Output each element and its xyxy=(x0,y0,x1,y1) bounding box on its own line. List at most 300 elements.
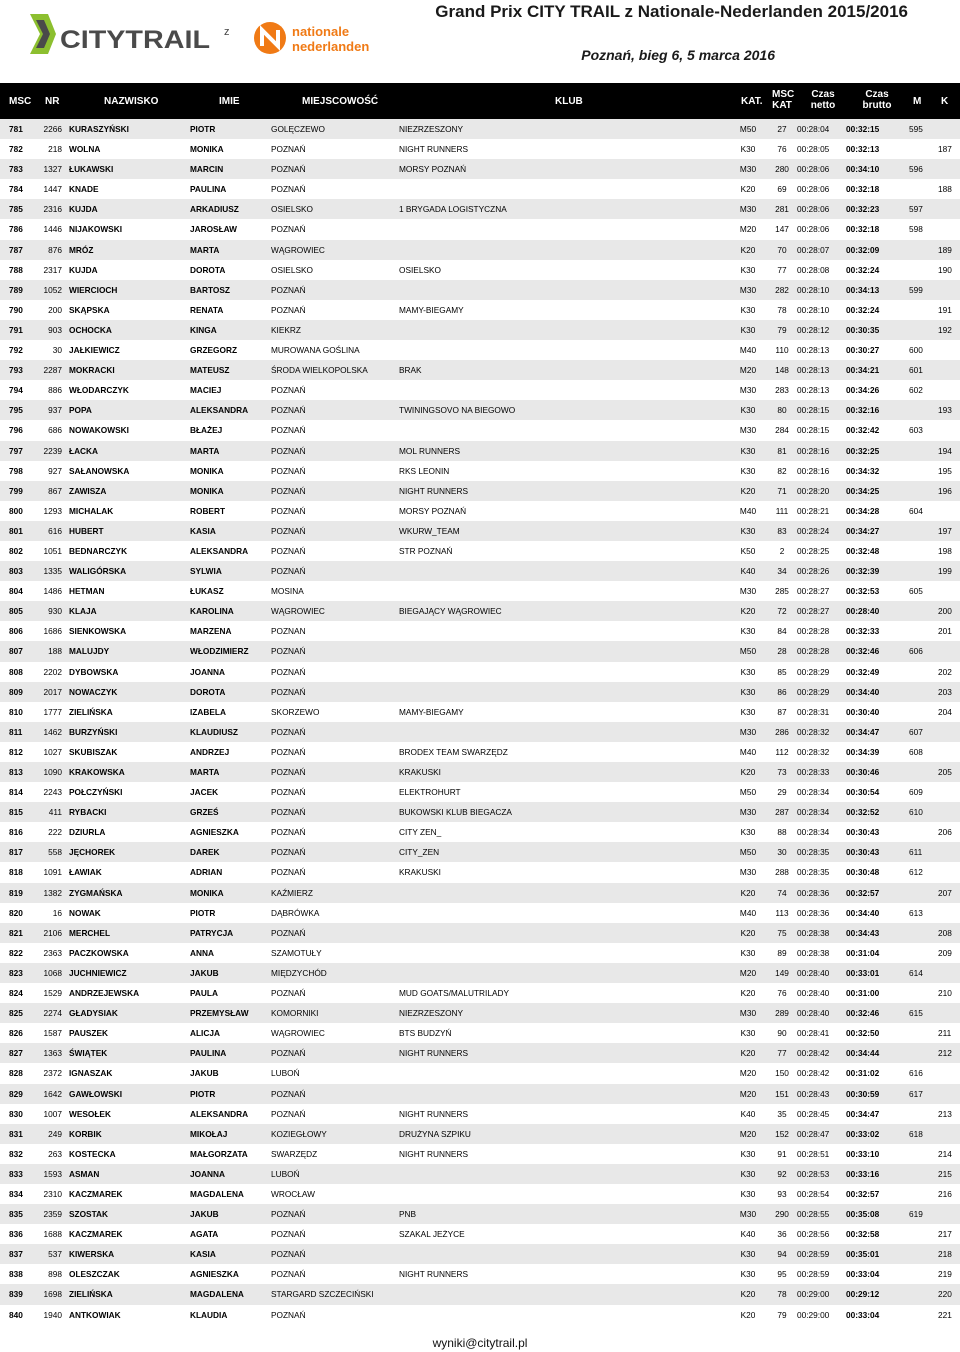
cell-place-women: 201 xyxy=(938,626,952,637)
cell-surname: WALIGÓRSKA xyxy=(69,566,127,577)
cell-club: 1 BRYGADA LOGISTYCZNA xyxy=(399,204,507,215)
cell-place-women: 200 xyxy=(938,606,952,617)
table-row xyxy=(0,1284,960,1304)
cell-category-place: 110 xyxy=(775,345,789,356)
cell-bib-number: 930 xyxy=(48,606,62,617)
cell-time-gross: 00:34:44 xyxy=(846,1048,880,1059)
footer-email[interactable]: wyniki@citytrail.pl xyxy=(432,1336,528,1350)
cell-category: M40 xyxy=(739,345,757,356)
cell-surname: POŁCZYŃSKI xyxy=(69,787,123,798)
cell-time-gross: 00:34:25 xyxy=(846,485,880,496)
cell-place-men: 607 xyxy=(909,726,923,737)
cell-place-men: 613 xyxy=(909,907,923,918)
cell-category: K20 xyxy=(740,767,756,777)
cell-category: K30 xyxy=(740,445,756,456)
cell-time-gross: 00:30:54 xyxy=(846,787,880,798)
cell-city: POZNAŃ xyxy=(271,545,306,556)
cell-bib-number: 876 xyxy=(48,244,62,255)
cell-time-net: 00:28:27 xyxy=(797,586,830,597)
cell-city: POZNAŃ xyxy=(271,666,306,677)
cell-place-women: 197 xyxy=(938,525,952,536)
cell-place: 810 xyxy=(9,706,23,717)
cell-time-net: 00:28:05 xyxy=(797,144,830,155)
cell-category: M30 xyxy=(739,425,757,436)
cell-city: POZNAŃ xyxy=(271,746,306,757)
cell-time-gross: 00:32:42 xyxy=(846,425,880,436)
cell-surname: DZIURLA xyxy=(69,827,106,838)
cell-category: M20 xyxy=(739,1068,757,1079)
results-table-body xyxy=(0,119,960,1325)
cell-surname: ZYGMAŃSKA xyxy=(69,887,123,898)
cell-category-place: 148 xyxy=(775,365,789,376)
cell-city: WROCŁAW xyxy=(271,1188,315,1199)
cell-city: POZNAŃ xyxy=(271,1048,306,1059)
cell-club: MAMY-BIEGAMY xyxy=(399,706,464,717)
cell-category-place: 2 xyxy=(779,545,785,556)
cell-place: 812 xyxy=(9,746,23,757)
cell-city: POZNAŃ xyxy=(271,144,306,155)
table-row xyxy=(0,1264,960,1284)
cell-bib-number: 1007 xyxy=(43,1108,62,1119)
cell-bib-number: 1462 xyxy=(43,726,62,737)
cell-surname: KUJDA xyxy=(69,264,98,275)
cell-surname: JUCHNIEWICZ xyxy=(69,967,127,978)
cell-place-men: 597 xyxy=(909,204,923,215)
cell-surname: GAWŁOWSKI xyxy=(69,1088,123,1099)
cell-place: 835 xyxy=(9,1209,23,1220)
cell-club: MOL RUNNERS xyxy=(399,445,461,456)
cell-place-men: 608 xyxy=(909,746,923,757)
cell-bib-number: 1027 xyxy=(43,746,62,757)
cell-surname: PACZKOWSKA xyxy=(69,947,129,958)
cell-time-net: 00:28:13 xyxy=(797,385,830,396)
logo-conjunction: z xyxy=(224,26,230,38)
cell-time-net: 00:28:28 xyxy=(797,626,830,637)
cell-club: MORSY POZNAŃ xyxy=(399,505,467,516)
cell-category: K20 xyxy=(740,1048,756,1059)
table-row xyxy=(0,1063,960,1083)
col-kat: KAT. xyxy=(741,96,763,107)
table-row xyxy=(0,219,960,239)
cell-time-net: 00:28:42 xyxy=(797,1048,830,1059)
cell-city: POZNAŃ xyxy=(271,224,306,235)
cell-bib-number: 411 xyxy=(48,807,62,818)
cell-city: POZNAŃ xyxy=(271,284,306,295)
cell-time-gross: 00:32:15 xyxy=(846,124,880,134)
cell-place: 819 xyxy=(9,887,23,898)
cell-bib-number: 1940 xyxy=(43,1309,62,1320)
cell-place-women: 191 xyxy=(938,304,952,315)
cell-bib-number: 2243 xyxy=(43,787,62,798)
cell-city: POZNAŃ xyxy=(271,385,306,396)
cell-time-gross: 00:31:00 xyxy=(846,988,880,999)
cell-surname: SZOSTAK xyxy=(69,1209,109,1220)
cell-bib-number: 200 xyxy=(48,304,62,315)
cell-place: 800 xyxy=(9,505,23,516)
cell-time-net: 00:28:28 xyxy=(797,646,830,657)
cell-time-net: 00:28:06 xyxy=(797,224,830,235)
cell-city: LUBOŃ xyxy=(271,1068,300,1079)
cell-time-gross: 00:34:28 xyxy=(846,505,880,516)
cell-time-net: 00:28:35 xyxy=(797,867,830,878)
cell-category: K30 xyxy=(740,1168,756,1179)
cell-place-women: 194 xyxy=(938,445,952,456)
cell-place-women: 202 xyxy=(938,666,952,677)
cell-category: K30 xyxy=(740,525,756,536)
table-row xyxy=(0,501,960,521)
page-subtitle: Poznań, bieg 6, 5 marca 2016 xyxy=(581,47,775,63)
cell-time-net: 00:28:40 xyxy=(797,988,830,999)
cell-surname: MICHALAK xyxy=(69,505,114,516)
cell-category-place: 85 xyxy=(777,666,787,677)
cell-first-name: JOANNA xyxy=(190,1168,226,1179)
cell-place-women: 218 xyxy=(938,1249,952,1260)
cell-place: 802 xyxy=(9,545,23,556)
cell-time-gross: 00:32:39 xyxy=(846,566,880,577)
cell-surname: WIERCIOCH xyxy=(69,284,118,295)
cell-place-women: 199 xyxy=(938,566,952,577)
col-klub: KLUB xyxy=(555,96,583,107)
cell-first-name: MACIEJ xyxy=(190,385,222,396)
cell-surname: WŁODARCZYK xyxy=(69,385,129,396)
cell-place: 791 xyxy=(9,324,23,335)
cell-time-gross: 00:32:16 xyxy=(846,405,880,416)
cell-time-net: 00:28:27 xyxy=(797,606,830,617)
cell-place: 808 xyxy=(9,666,23,677)
cell-first-name: MIKOŁAJ xyxy=(190,1128,228,1139)
cell-place: 830 xyxy=(9,1108,23,1119)
cell-city: POZNAŃ xyxy=(271,525,306,536)
cell-category: K20 xyxy=(740,1289,756,1300)
cell-time-gross: 00:34:40 xyxy=(846,686,880,697)
table-row xyxy=(0,380,960,400)
cell-category: K30 xyxy=(740,666,756,677)
cell-category: K30 xyxy=(740,144,756,155)
cell-place-women: 221 xyxy=(938,1309,952,1320)
cell-place: 785 xyxy=(9,204,23,215)
cell-time-net: 00:28:40 xyxy=(797,1008,830,1019)
cell-place: 806 xyxy=(9,626,23,637)
cell-surname: ASMAN xyxy=(69,1168,100,1179)
cell-category-place: 71 xyxy=(777,485,787,496)
col-brutto-line1: Czas xyxy=(865,89,889,100)
cell-time-gross: 00:32:48 xyxy=(846,545,880,556)
cell-time-gross: 00:32:50 xyxy=(846,1028,880,1039)
col-msc-kat xyxy=(772,89,795,111)
cell-category: K20 xyxy=(740,184,756,195)
cell-time-net: 00:28:16 xyxy=(797,445,830,456)
cell-bib-number: 1698 xyxy=(43,1289,62,1300)
table-row xyxy=(0,702,960,722)
cell-city: POZNAŃ xyxy=(271,686,306,697)
cell-first-name: JAROSŁAW xyxy=(190,224,238,235)
table-row xyxy=(0,1184,960,1204)
table-row xyxy=(0,1144,960,1164)
cell-club: BTS BUDZYŃ xyxy=(399,1028,452,1039)
cell-category-place: 152 xyxy=(775,1128,789,1139)
cell-time-net: 00:28:41 xyxy=(797,1028,830,1039)
cell-time-net: 00:29:00 xyxy=(797,1309,830,1320)
cell-category-place: 73 xyxy=(777,767,787,777)
cell-city: KAŹMIERZ xyxy=(271,887,313,898)
cell-time-gross: 00:32:23 xyxy=(846,204,880,215)
cell-place: 782 xyxy=(9,144,23,155)
cell-place: 828 xyxy=(9,1068,23,1079)
cell-bib-number: 2274 xyxy=(43,1008,62,1019)
cell-category-place: 282 xyxy=(775,284,789,295)
cell-first-name: GRZEŚ xyxy=(190,807,219,818)
table-row xyxy=(0,280,960,300)
cell-time-net: 00:28:25 xyxy=(797,545,830,556)
cell-category-place: 111 xyxy=(775,505,789,516)
cell-club: NIEZRZESZONY xyxy=(399,1008,464,1019)
cell-category-place: 92 xyxy=(777,1168,787,1179)
cell-time-gross: 00:30:35 xyxy=(846,324,880,335)
cell-time-gross: 00:32:52 xyxy=(846,807,880,818)
cell-surname: OCHOCKA xyxy=(69,324,112,335)
cell-bib-number: 1068 xyxy=(43,967,62,978)
cell-club: NIGHT RUNNERS xyxy=(399,1148,468,1159)
cell-time-gross: 00:35:08 xyxy=(846,1209,880,1220)
cell-surname: DYBOWSKA xyxy=(69,666,119,677)
cell-category: K20 xyxy=(740,887,756,898)
cell-city: POZNAŃ xyxy=(271,867,306,878)
cell-bib-number: 218 xyxy=(48,144,62,155)
cell-category-place: 27 xyxy=(777,124,787,134)
cell-city: POZNAŃ xyxy=(271,485,306,496)
cell-place-men: 595 xyxy=(909,124,923,134)
cell-surname: MOKRACKI xyxy=(69,365,115,376)
cell-time-net: 00:28:10 xyxy=(797,304,830,315)
cell-place: 784 xyxy=(9,184,23,195)
table-header xyxy=(0,83,960,119)
cell-place: 826 xyxy=(9,1028,23,1039)
cell-category: M20 xyxy=(739,1088,757,1099)
cell-place: 815 xyxy=(9,807,23,818)
cell-place-women: 210 xyxy=(938,988,952,999)
cell-time-gross: 00:34:40 xyxy=(846,907,880,918)
cell-time-net: 00:28:29 xyxy=(797,686,830,697)
cell-place: 793 xyxy=(9,365,23,376)
cell-time-gross: 00:33:01 xyxy=(846,967,880,978)
cell-category: K30 xyxy=(740,1148,756,1159)
cell-surname: JĘCHOREK xyxy=(69,847,116,858)
cell-time-net: 00:28:08 xyxy=(797,264,830,275)
cell-category-place: 30 xyxy=(777,847,787,858)
cell-city: POZNAŃ xyxy=(271,847,306,858)
col-brutto xyxy=(860,89,894,111)
cell-surname: HETMAN xyxy=(69,586,105,597)
cell-place: 823 xyxy=(9,967,23,978)
cell-bib-number: 1447 xyxy=(43,184,62,195)
table-row xyxy=(0,1124,960,1144)
cell-place: 804 xyxy=(9,586,23,597)
cell-place: 827 xyxy=(9,1048,23,1059)
cell-category: M20 xyxy=(739,967,757,978)
cell-place: 813 xyxy=(9,767,23,777)
cell-place-women: 208 xyxy=(938,927,952,938)
cell-category: K20 xyxy=(740,1309,756,1320)
cell-category-place: 287 xyxy=(775,807,789,818)
cell-first-name: GRZEGORZ xyxy=(190,345,238,356)
table-row xyxy=(0,682,960,702)
cell-surname: ZIELIŃSKA xyxy=(69,1289,113,1300)
cell-city: DĄBRÓWKA xyxy=(271,907,320,918)
col-netto-line1: Czas xyxy=(811,89,835,100)
cell-time-gross: 00:34:13 xyxy=(846,284,880,295)
cell-category-place: 285 xyxy=(775,586,789,597)
cell-place: 840 xyxy=(9,1309,23,1320)
cell-place-men: 598 xyxy=(909,224,923,235)
cell-category-place: 89 xyxy=(777,947,787,958)
cell-bib-number: 1688 xyxy=(43,1229,62,1240)
cell-category-place: 74 xyxy=(777,887,787,898)
cell-time-gross: 00:34:32 xyxy=(846,465,880,476)
cell-city: SWARZĘDZ xyxy=(271,1148,318,1159)
cell-category-place: 288 xyxy=(775,867,789,878)
cell-category: K20 xyxy=(740,927,756,938)
cell-first-name: MARZENA xyxy=(190,626,232,637)
cell-city: POZNAŃ xyxy=(271,1269,306,1280)
cell-surname: MRÓZ xyxy=(69,244,94,255)
cell-time-gross: 00:32:53 xyxy=(846,586,880,597)
cell-bib-number: 2359 xyxy=(43,1209,62,1220)
cell-place-men: 615 xyxy=(909,1008,923,1019)
cell-place-men: 612 xyxy=(909,867,923,878)
cell-place: 809 xyxy=(9,686,23,697)
cell-city: MOSINA xyxy=(271,586,304,597)
cell-surname: ZAWISZA xyxy=(69,485,107,496)
table-row xyxy=(0,1224,960,1244)
cell-place-women: 219 xyxy=(938,1269,952,1280)
cell-bib-number: 2372 xyxy=(43,1068,62,1079)
cell-bib-number: 898 xyxy=(48,1269,62,1280)
cell-bib-number: 16 xyxy=(52,907,62,918)
table-row xyxy=(0,762,960,782)
cell-club: NIGHT RUNNERS xyxy=(399,1269,468,1280)
cell-category: K30 xyxy=(740,1249,756,1260)
cell-category-place: 289 xyxy=(775,1008,789,1019)
cell-surname: JAŁKIEWICZ xyxy=(69,345,120,356)
cell-category: M30 xyxy=(739,1008,757,1019)
cell-category: M30 xyxy=(739,284,757,295)
cell-category: M20 xyxy=(739,1128,757,1139)
cell-city: POZNAŃ xyxy=(271,988,306,999)
cell-category: M40 xyxy=(739,746,757,757)
cell-category-place: 112 xyxy=(775,746,789,757)
cell-place: 816 xyxy=(9,827,23,838)
cell-club: DRUŻYNA SZPIKU xyxy=(399,1128,471,1139)
table-row xyxy=(0,601,960,621)
cell-city: POZNAŃ xyxy=(271,445,306,456)
cell-place: 831 xyxy=(9,1128,23,1139)
cell-place: 829 xyxy=(9,1088,23,1099)
cell-city: POZNAŃ xyxy=(271,465,306,476)
cell-category-place: 113 xyxy=(775,907,789,918)
cell-place: 817 xyxy=(9,847,23,858)
table-row xyxy=(0,621,960,641)
col-brutto-line2: brutto xyxy=(862,100,892,111)
cell-bib-number: 263 xyxy=(48,1148,62,1159)
cell-surname: KORBIK xyxy=(69,1128,102,1139)
cell-place-women: 213 xyxy=(938,1108,952,1119)
cell-surname: NOWAKOWSKI xyxy=(69,425,129,436)
cell-category-place: 91 xyxy=(777,1148,787,1159)
cell-time-net: 00:28:15 xyxy=(797,425,830,436)
cell-surname: MALUJDY xyxy=(69,646,110,657)
cell-place: 811 xyxy=(9,726,23,737)
table-row xyxy=(0,260,960,280)
cell-time-gross: 00:32:57 xyxy=(846,887,880,898)
cell-first-name: IZABELA xyxy=(190,706,226,717)
cell-time-gross: 00:33:04 xyxy=(846,1269,880,1280)
cell-first-name: MARTA xyxy=(190,244,220,255)
cell-category: K40 xyxy=(740,1229,756,1240)
cell-bib-number: 1090 xyxy=(43,767,62,777)
cell-surname: ŁAWIAK xyxy=(69,867,102,878)
cell-surname: ŁACKA xyxy=(69,445,99,456)
cell-city: POZNAŃ xyxy=(271,646,306,657)
cell-bib-number: 2317 xyxy=(43,264,62,275)
cell-city: POZNAŃ xyxy=(271,1229,306,1240)
cell-first-name: JAKUB xyxy=(190,1209,219,1220)
cell-category-place: 70 xyxy=(777,244,787,255)
cell-place: 781 xyxy=(9,124,23,134)
cell-time-net: 00:28:34 xyxy=(797,827,830,838)
cell-place: 838 xyxy=(9,1269,23,1280)
cell-first-name: MARTA xyxy=(190,767,220,777)
cell-surname: SKĄPSKA xyxy=(69,304,110,315)
cell-time-net: 00:28:38 xyxy=(797,947,830,958)
cell-time-net: 00:28:56 xyxy=(797,1229,830,1240)
cell-category-place: 151 xyxy=(775,1088,789,1099)
cell-bib-number: 558 xyxy=(48,847,62,858)
cell-first-name: JOANNA xyxy=(190,666,226,677)
cell-surname: MERCHEL xyxy=(69,927,111,938)
cell-time-gross: 00:30:43 xyxy=(846,827,880,838)
cell-category-place: 280 xyxy=(775,164,789,175)
cell-bib-number: 867 xyxy=(48,485,62,496)
col-nr: NR xyxy=(45,96,60,107)
cell-place: 818 xyxy=(9,867,23,878)
cell-club: MAMY-BIEGAMY xyxy=(399,304,464,315)
cell-category-place: 78 xyxy=(777,1289,787,1300)
cell-first-name: KAROLINA xyxy=(190,606,234,617)
cell-time-gross: 00:32:57 xyxy=(846,1188,880,1199)
cell-time-net: 00:28:59 xyxy=(797,1249,830,1260)
cell-bib-number: 1293 xyxy=(43,505,62,516)
cell-bib-number: 1091 xyxy=(43,867,62,878)
cell-category: M50 xyxy=(739,787,757,798)
cell-bib-number: 1363 xyxy=(43,1048,62,1059)
cell-place: 836 xyxy=(9,1229,23,1240)
cell-club: WKURW_TEAM xyxy=(399,525,460,536)
cell-place-women: 187 xyxy=(938,144,952,155)
cell-time-gross: 00:34:26 xyxy=(846,385,880,396)
cell-category: K20 xyxy=(740,606,756,617)
cell-place-men: 617 xyxy=(909,1088,923,1099)
cell-time-net: 00:28:33 xyxy=(797,767,830,777)
table-row xyxy=(0,179,960,199)
cell-place: 805 xyxy=(9,606,23,617)
cell-time-gross: 00:30:46 xyxy=(846,767,880,777)
cell-place: 788 xyxy=(9,264,23,275)
cell-time-net: 00:28:12 xyxy=(797,324,830,335)
cell-category-place: 81 xyxy=(777,445,787,456)
table-row xyxy=(0,360,960,380)
cell-time-gross: 00:32:09 xyxy=(846,244,880,255)
cell-club: OSIELSKO xyxy=(399,264,441,275)
